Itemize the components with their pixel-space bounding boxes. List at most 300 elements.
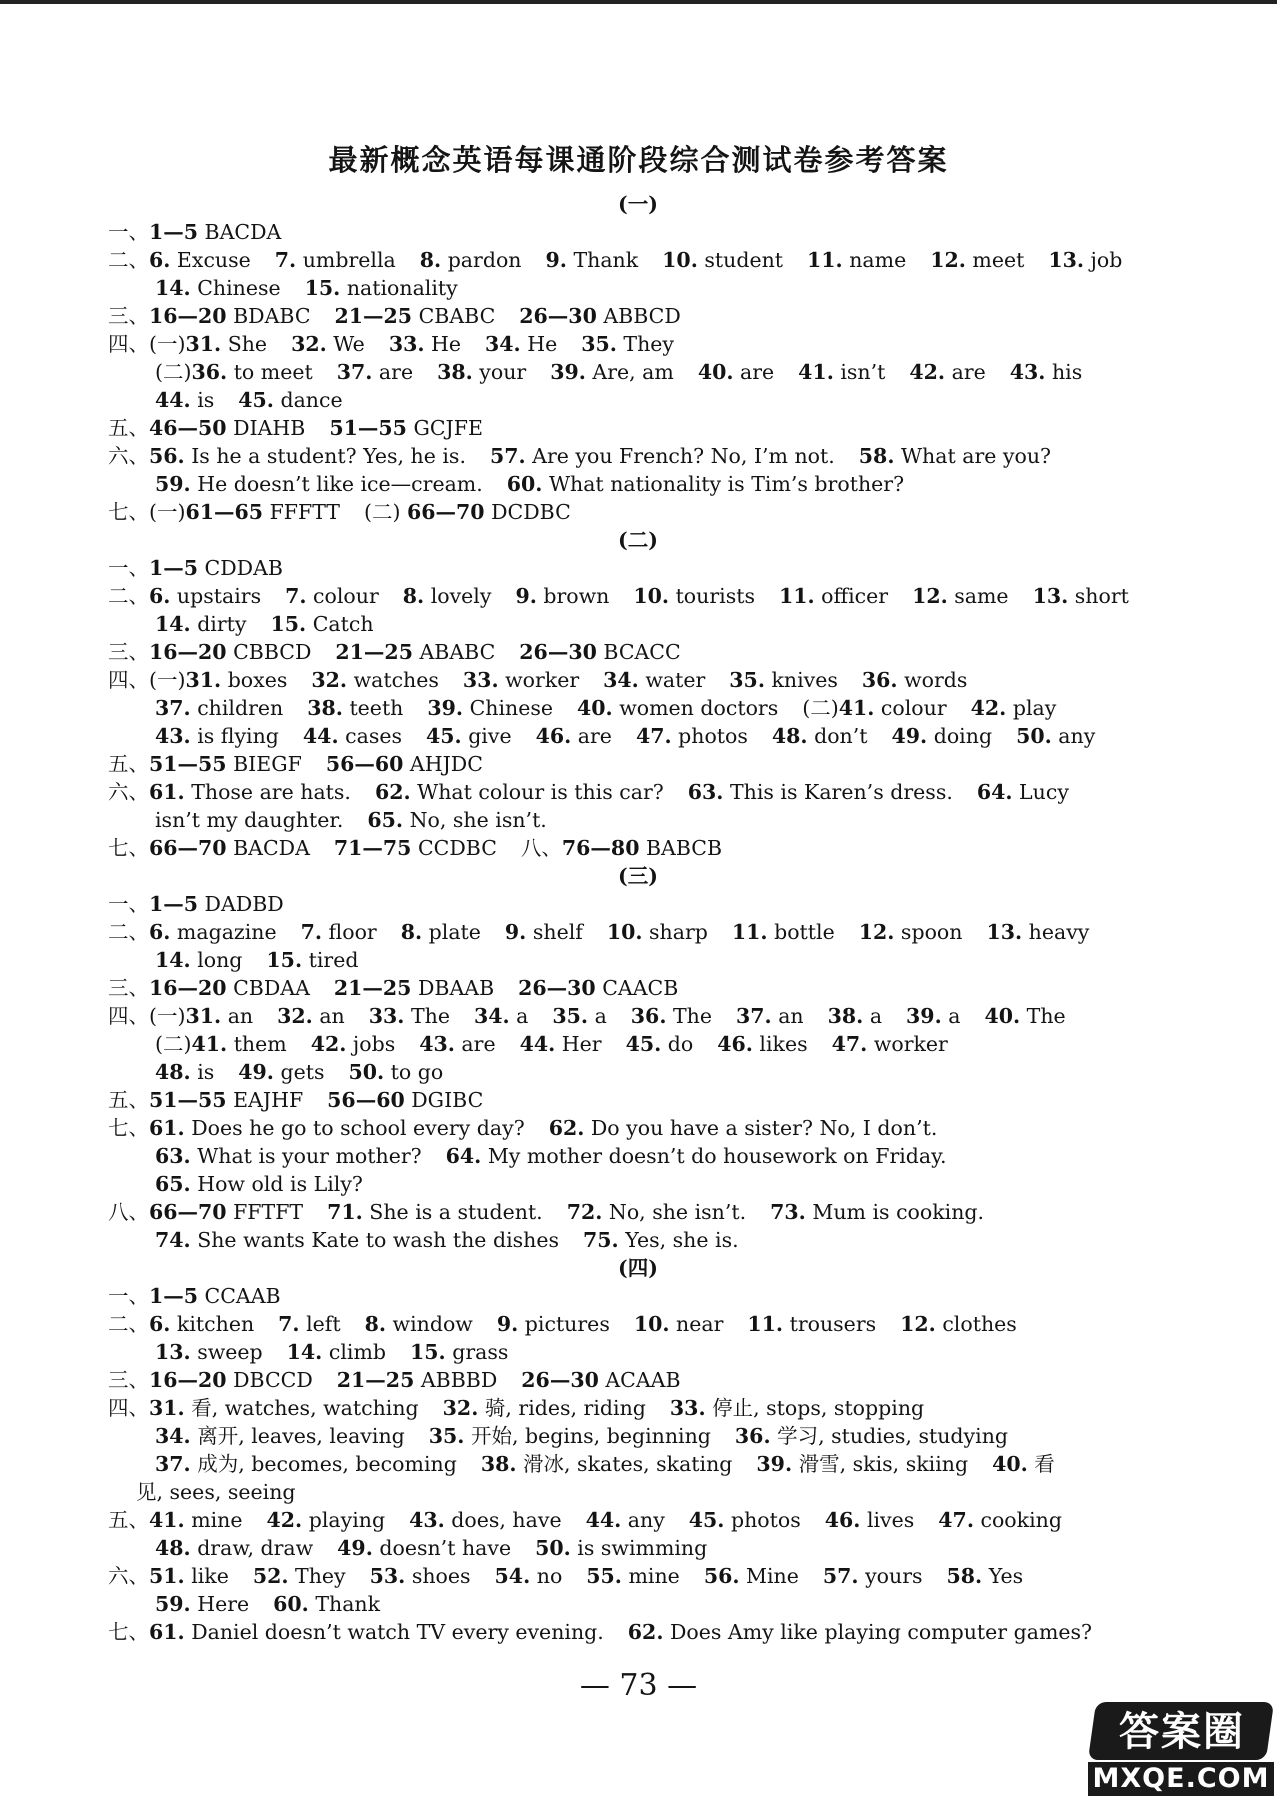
question-number: 31. bbox=[185, 668, 222, 692]
question-number: 38. bbox=[437, 360, 473, 384]
question-number: 48. bbox=[155, 1060, 191, 1084]
answer-line bbox=[108, 610, 1168, 638]
answer-text: draw, draw bbox=[190, 1536, 314, 1560]
answer-text: No, she isn’t. bbox=[403, 808, 547, 832]
watermark-url: MXQE.COM bbox=[1088, 1762, 1274, 1796]
question-number: 43. bbox=[409, 1508, 445, 1532]
answer-item bbox=[337, 1536, 511, 1560]
question-number: 44. bbox=[585, 1508, 622, 1532]
question-number: 60. bbox=[506, 472, 543, 496]
answer-text: DIAHB bbox=[226, 416, 306, 440]
answer-item bbox=[108, 304, 311, 328]
answer-text: sharp bbox=[642, 920, 708, 944]
answer-item bbox=[519, 640, 680, 664]
question-number: 63. bbox=[155, 1144, 191, 1168]
answer-text: grass bbox=[445, 1340, 509, 1364]
answer-item bbox=[155, 1032, 287, 1056]
answer-line bbox=[108, 1198, 1168, 1226]
question-number: 61. bbox=[149, 1116, 185, 1140]
answer-item bbox=[577, 696, 778, 720]
part-label: 二、 bbox=[108, 1312, 149, 1336]
answer-text: near bbox=[669, 1312, 724, 1336]
question-number: 33. bbox=[462, 668, 499, 692]
answer-text: BDABC bbox=[226, 304, 311, 328]
answer-item bbox=[155, 1172, 363, 1196]
answer-item bbox=[735, 1424, 1008, 1448]
answer-text: doesn’t have bbox=[372, 1536, 512, 1560]
question-number: 16—20 bbox=[149, 304, 227, 328]
question-number: 51—55 bbox=[149, 752, 227, 776]
question-number: 49. bbox=[337, 1536, 373, 1560]
question-number: 47. bbox=[831, 1032, 868, 1056]
question-number: 8. bbox=[419, 248, 442, 272]
answer-item bbox=[1016, 724, 1095, 748]
answer-text: a bbox=[863, 1004, 883, 1028]
question-number: 35. bbox=[581, 332, 617, 356]
answer-text: What are you? bbox=[894, 444, 1052, 468]
answer-text: does, have bbox=[444, 1508, 562, 1532]
question-number: 58. bbox=[858, 444, 895, 468]
question-number: 14. bbox=[155, 948, 191, 972]
answer-text: BABCB bbox=[639, 836, 723, 860]
question-number: 39. bbox=[427, 696, 464, 720]
answer-text: What is your mother? bbox=[190, 1144, 422, 1168]
answer-text: Yes bbox=[982, 1564, 1024, 1588]
answer-text: Here bbox=[190, 1592, 250, 1616]
question-number: 1—5 bbox=[149, 892, 199, 916]
answer-text: left bbox=[299, 1312, 341, 1336]
question-number: 40. bbox=[577, 696, 613, 720]
answer-text: any bbox=[1051, 724, 1096, 748]
answer-item bbox=[108, 780, 351, 804]
answer-text: Daniel doesn’t watch TV every evening. bbox=[184, 1620, 604, 1644]
question-number: 32. bbox=[277, 1004, 313, 1028]
question-number: 12. bbox=[858, 920, 895, 944]
answer-text: upstairs bbox=[170, 584, 262, 608]
answer-item bbox=[108, 220, 281, 244]
question-number: 42. bbox=[909, 360, 946, 384]
question-number: 6. bbox=[149, 248, 171, 272]
question-number: 33. bbox=[669, 1396, 706, 1420]
question-number: 66—70 bbox=[407, 500, 485, 524]
question-number: 7. bbox=[300, 920, 323, 944]
answer-text: pictures bbox=[518, 1312, 610, 1336]
answer-item bbox=[108, 1284, 281, 1308]
question-number: 46. bbox=[717, 1032, 753, 1056]
answer-text: name bbox=[842, 248, 907, 272]
answer-text: Yes, she is. bbox=[618, 1228, 739, 1252]
answer-text: 看 bbox=[1027, 1452, 1055, 1476]
answer-text: worker bbox=[867, 1032, 948, 1056]
answer-item bbox=[519, 304, 681, 328]
answer-text: are bbox=[945, 360, 986, 384]
answer-text: colour bbox=[874, 696, 947, 720]
answer-item bbox=[108, 1620, 604, 1644]
part-label: 三、 bbox=[108, 976, 149, 1000]
question-number: 48. bbox=[155, 1536, 191, 1560]
question-number: 41. bbox=[798, 360, 834, 384]
part-label: (二) bbox=[155, 1032, 192, 1056]
answer-item bbox=[253, 1564, 346, 1588]
answer-text: are bbox=[571, 724, 612, 748]
question-number: 15. bbox=[266, 948, 303, 972]
question-number: 56. bbox=[149, 444, 185, 468]
answer-line bbox=[108, 890, 1168, 918]
answer-item bbox=[155, 360, 313, 384]
answer-item bbox=[287, 1340, 386, 1364]
answer-item bbox=[275, 248, 396, 272]
question-number: 31. bbox=[185, 1004, 222, 1028]
answer-item bbox=[108, 976, 310, 1000]
question-number: 61. bbox=[149, 780, 185, 804]
question-number: 8. bbox=[364, 1312, 387, 1336]
answer-text: are bbox=[733, 360, 775, 384]
part-label: 一、 bbox=[108, 556, 149, 580]
question-number: 9. bbox=[496, 1312, 519, 1336]
answer-text: He bbox=[520, 332, 558, 356]
question-number: 8. bbox=[402, 584, 425, 608]
question-number: 32. bbox=[442, 1396, 479, 1420]
question-number: 15. bbox=[270, 612, 307, 636]
question-number: 6. bbox=[149, 1312, 171, 1336]
question-number: 64. bbox=[445, 1144, 482, 1168]
answer-line bbox=[108, 638, 1168, 666]
answer-line bbox=[108, 1366, 1168, 1394]
answer-text: boxes bbox=[221, 668, 288, 692]
question-number: 63. bbox=[687, 780, 724, 804]
answer-item bbox=[802, 696, 946, 720]
question-number: 59. bbox=[155, 472, 191, 496]
answer-item bbox=[437, 360, 526, 384]
answer-line bbox=[108, 834, 1168, 862]
question-number: 38. bbox=[307, 696, 343, 720]
answer-text: clothes bbox=[935, 1312, 1017, 1336]
question-number: 26—30 bbox=[519, 304, 597, 328]
answer-text: like bbox=[184, 1564, 229, 1588]
answer-item bbox=[403, 584, 492, 608]
answer-text: likes bbox=[752, 1032, 808, 1056]
part-label: 五、 bbox=[108, 1508, 149, 1532]
answer-text: My mother doesn’t do housework on Friday. bbox=[481, 1144, 947, 1168]
answer-item bbox=[155, 808, 343, 832]
question-number: 74. bbox=[155, 1228, 191, 1252]
answer-text: She bbox=[221, 332, 268, 356]
part-label: 一、 bbox=[108, 892, 149, 916]
question-number: 10. bbox=[633, 584, 670, 608]
part-label: 七、 bbox=[108, 836, 149, 860]
question-number: 21—25 bbox=[333, 976, 412, 1000]
answer-item bbox=[807, 248, 906, 272]
answer-line bbox=[108, 218, 1168, 246]
answer-text: lives bbox=[860, 1508, 915, 1532]
answer-item bbox=[736, 1004, 804, 1028]
answer-item bbox=[490, 444, 835, 468]
answer-text: How old is Lily? bbox=[190, 1172, 363, 1196]
answer-item bbox=[628, 1620, 1092, 1644]
answer-text: Chinese bbox=[190, 276, 281, 300]
question-number: 47. bbox=[938, 1508, 974, 1532]
question-number: 71. bbox=[327, 1200, 363, 1224]
answer-text: This is Karen’s dress. bbox=[723, 780, 953, 804]
answer-text: Chinese bbox=[463, 696, 554, 720]
answer-item bbox=[947, 1564, 1024, 1588]
answer-text: Are, am bbox=[585, 360, 674, 384]
answer-item bbox=[626, 1032, 694, 1056]
answer-text: 骑, rides, riding bbox=[478, 1396, 646, 1420]
answer-text: BCACC bbox=[596, 640, 681, 664]
answer-item bbox=[108, 1508, 243, 1532]
question-number: 12. bbox=[912, 584, 948, 608]
question-number: 44. bbox=[155, 388, 191, 412]
answer-item bbox=[747, 1312, 876, 1336]
answer-item bbox=[825, 1508, 915, 1532]
answer-item bbox=[900, 1312, 1017, 1336]
answer-item bbox=[521, 1368, 680, 1392]
answer-item bbox=[906, 1004, 960, 1028]
answer-item bbox=[912, 584, 1009, 608]
question-number: 52. bbox=[252, 1564, 289, 1588]
question-number: 10. bbox=[606, 920, 643, 944]
part-label: 二、 bbox=[108, 584, 149, 608]
answer-item bbox=[266, 948, 358, 972]
answer-text: ABBCD bbox=[596, 304, 681, 328]
answer-item bbox=[108, 1396, 419, 1420]
answer-item bbox=[515, 584, 609, 608]
answer-item bbox=[389, 332, 461, 356]
question-number: 1—5 bbox=[149, 1284, 199, 1308]
question-number: 8. bbox=[400, 920, 423, 944]
question-number: 13. bbox=[1048, 248, 1085, 272]
answer-text: BACDA bbox=[226, 836, 310, 860]
question-number: 43. bbox=[155, 724, 191, 748]
answer-item bbox=[401, 920, 481, 944]
answer-text: 学习, studies, studying bbox=[770, 1424, 1009, 1448]
answer-item bbox=[327, 1200, 543, 1224]
answer-text: 停止, stops, stopping bbox=[705, 1396, 925, 1420]
answer-text: bottle bbox=[767, 920, 835, 944]
question-number: 45. bbox=[688, 1508, 725, 1532]
answer-item bbox=[108, 1200, 303, 1224]
answer-line bbox=[108, 1002, 1168, 1030]
answer-item bbox=[108, 1116, 525, 1140]
answer-text: is flying bbox=[190, 724, 279, 748]
answer-item bbox=[291, 332, 365, 356]
answer-text: your bbox=[472, 360, 527, 384]
answer-item bbox=[155, 1340, 263, 1364]
question-number: 36. bbox=[861, 668, 898, 692]
answer-item bbox=[108, 892, 284, 916]
answer-text: CBBCD bbox=[226, 640, 312, 664]
answer-item bbox=[267, 1508, 386, 1532]
answer-item bbox=[463, 668, 579, 692]
answer-item bbox=[155, 276, 281, 300]
answer-text: an bbox=[771, 1004, 804, 1028]
question-number: 46—50 bbox=[149, 416, 227, 440]
question-number: 41. bbox=[149, 1508, 185, 1532]
answer-text: them bbox=[227, 1032, 287, 1056]
part-label: 一、 bbox=[108, 1284, 149, 1308]
answer-text: dance bbox=[273, 388, 343, 412]
answer-item bbox=[311, 1032, 396, 1056]
answer-text: photos bbox=[724, 1508, 801, 1532]
question-number: 45. bbox=[426, 724, 462, 748]
question-number: 43. bbox=[1009, 360, 1046, 384]
question-number: 39. bbox=[756, 1452, 793, 1476]
question-number: 57. bbox=[489, 444, 526, 468]
answer-item bbox=[446, 1144, 947, 1168]
answer-text: DBCCD bbox=[226, 1368, 313, 1392]
answer-line bbox=[108, 918, 1168, 946]
part-label: 一、 bbox=[108, 220, 149, 244]
answer-item bbox=[108, 444, 466, 468]
answer-text: teeth bbox=[342, 696, 404, 720]
answer-text: She wants Kate to wash the dishes bbox=[190, 1228, 560, 1252]
answer-item bbox=[155, 612, 247, 636]
question-number: 37. bbox=[336, 360, 373, 384]
part-label: 二、 bbox=[108, 920, 149, 944]
question-number: 33. bbox=[368, 1004, 405, 1028]
question-number: 65. bbox=[367, 808, 404, 832]
answer-item bbox=[581, 332, 674, 356]
question-number: 42. bbox=[266, 1508, 303, 1532]
answer-item bbox=[535, 1536, 707, 1560]
answer-item bbox=[365, 1312, 473, 1336]
question-number: 34. bbox=[485, 332, 521, 356]
answer-item bbox=[662, 248, 783, 272]
question-number: 50. bbox=[348, 1060, 385, 1084]
question-number: 33. bbox=[388, 332, 425, 356]
question-number: 7. bbox=[285, 584, 307, 608]
answer-text: is bbox=[190, 1060, 215, 1084]
answer-line bbox=[108, 778, 1168, 806]
answer-text: mine bbox=[621, 1564, 680, 1588]
answer-item bbox=[334, 836, 497, 860]
answer-text: FFFTT bbox=[263, 500, 340, 524]
answer-line bbox=[108, 1058, 1168, 1086]
question-number: 34. bbox=[473, 1004, 510, 1028]
answer-text: are bbox=[372, 360, 414, 384]
question-number: 35. bbox=[729, 668, 765, 692]
question-number: 60. bbox=[273, 1592, 309, 1616]
answer-item bbox=[536, 724, 612, 748]
answer-item bbox=[155, 388, 214, 412]
answer-item bbox=[334, 976, 494, 1000]
answer-item bbox=[992, 1452, 1055, 1476]
question-number: 16—20 bbox=[149, 976, 227, 1000]
answer-item bbox=[348, 1060, 443, 1084]
answer-text: nationality bbox=[340, 276, 458, 300]
part-label: 四、(一) bbox=[108, 1004, 186, 1028]
answer-text: window bbox=[386, 1312, 473, 1336]
answer-item bbox=[155, 724, 279, 748]
question-number: 13. bbox=[1032, 584, 1069, 608]
answer-line bbox=[108, 1086, 1168, 1114]
answer-text: is bbox=[190, 388, 215, 412]
answer-text: CAACB bbox=[595, 976, 679, 1000]
part-label: 五、 bbox=[108, 416, 149, 440]
question-number: 51—55 bbox=[329, 416, 407, 440]
answer-item bbox=[108, 1004, 253, 1028]
answer-text: Mum is cooking. bbox=[805, 1200, 985, 1224]
answer-line bbox=[108, 1506, 1168, 1534]
question-number: 47. bbox=[635, 724, 672, 748]
question-number: 42. bbox=[970, 696, 1007, 720]
part-label: 五、 bbox=[108, 752, 149, 776]
part-label: 七、 bbox=[108, 1620, 149, 1644]
answer-text: tourists bbox=[669, 584, 755, 608]
answer-line bbox=[108, 386, 1168, 414]
answer-text: job bbox=[1084, 248, 1123, 272]
answer-line bbox=[108, 330, 1168, 358]
answer-item bbox=[301, 920, 377, 944]
answer-text: playing bbox=[302, 1508, 386, 1532]
top-border-rule bbox=[0, 0, 1277, 4]
question-number: 11. bbox=[778, 584, 815, 608]
answer-item bbox=[756, 1452, 968, 1476]
answer-text: GCJFE bbox=[406, 416, 483, 440]
answer-item bbox=[337, 360, 413, 384]
answer-text: heavy bbox=[1022, 920, 1090, 944]
question-number: 42. bbox=[310, 1032, 347, 1056]
answer-text: water bbox=[638, 668, 706, 692]
question-number: 15. bbox=[410, 1340, 446, 1364]
question-number: 56—60 bbox=[327, 1088, 405, 1112]
answer-item bbox=[704, 1564, 799, 1588]
question-number: 35. bbox=[552, 1004, 589, 1028]
answer-item bbox=[859, 920, 963, 944]
answer-item bbox=[938, 1508, 1062, 1532]
page-number: — 73 — bbox=[579, 1668, 698, 1703]
page-title: 最新概念英语每课通阶段综合测试卷参考答案 bbox=[328, 143, 949, 177]
answer-line bbox=[108, 582, 1168, 610]
answer-text: worker bbox=[498, 668, 580, 692]
part-label: 三、 bbox=[108, 640, 149, 664]
question-number: 57. bbox=[822, 1564, 859, 1588]
answer-text: What nationality is Tim’s brother? bbox=[542, 472, 905, 496]
question-number: 37. bbox=[155, 1452, 191, 1476]
question-number: 50. bbox=[1016, 724, 1052, 748]
answer-text: an bbox=[221, 1004, 254, 1028]
answer-item bbox=[335, 304, 496, 328]
answer-line bbox=[108, 414, 1168, 442]
answer-item bbox=[481, 1452, 733, 1476]
answer-item bbox=[427, 696, 553, 720]
question-number: 26—30 bbox=[519, 640, 597, 664]
answer-text: do bbox=[661, 1032, 694, 1056]
answer-item bbox=[698, 360, 774, 384]
answer-text: doing bbox=[927, 724, 993, 748]
answer-item bbox=[108, 1088, 303, 1112]
question-number: 40. bbox=[984, 1004, 1021, 1028]
question-number: 51—55 bbox=[149, 1088, 227, 1112]
answer-item bbox=[420, 248, 522, 272]
question-number: 43. bbox=[419, 1032, 455, 1056]
part-label: 六、 bbox=[108, 1564, 149, 1588]
answer-item bbox=[108, 1564, 229, 1588]
answer-text: knives bbox=[764, 668, 838, 692]
answer-item bbox=[549, 1116, 938, 1140]
answer-item bbox=[1033, 584, 1129, 608]
part-label: 八、 bbox=[108, 1200, 149, 1224]
answer-text: women doctors bbox=[612, 696, 779, 720]
question-number: 6. bbox=[149, 584, 171, 608]
question-number: 73. bbox=[770, 1200, 806, 1224]
part-label: (二) bbox=[155, 360, 192, 384]
question-number: 38. bbox=[480, 1452, 517, 1476]
answer-item bbox=[670, 1396, 924, 1420]
question-number: 11. bbox=[807, 248, 843, 272]
part-label: 四、(一) bbox=[108, 332, 186, 356]
